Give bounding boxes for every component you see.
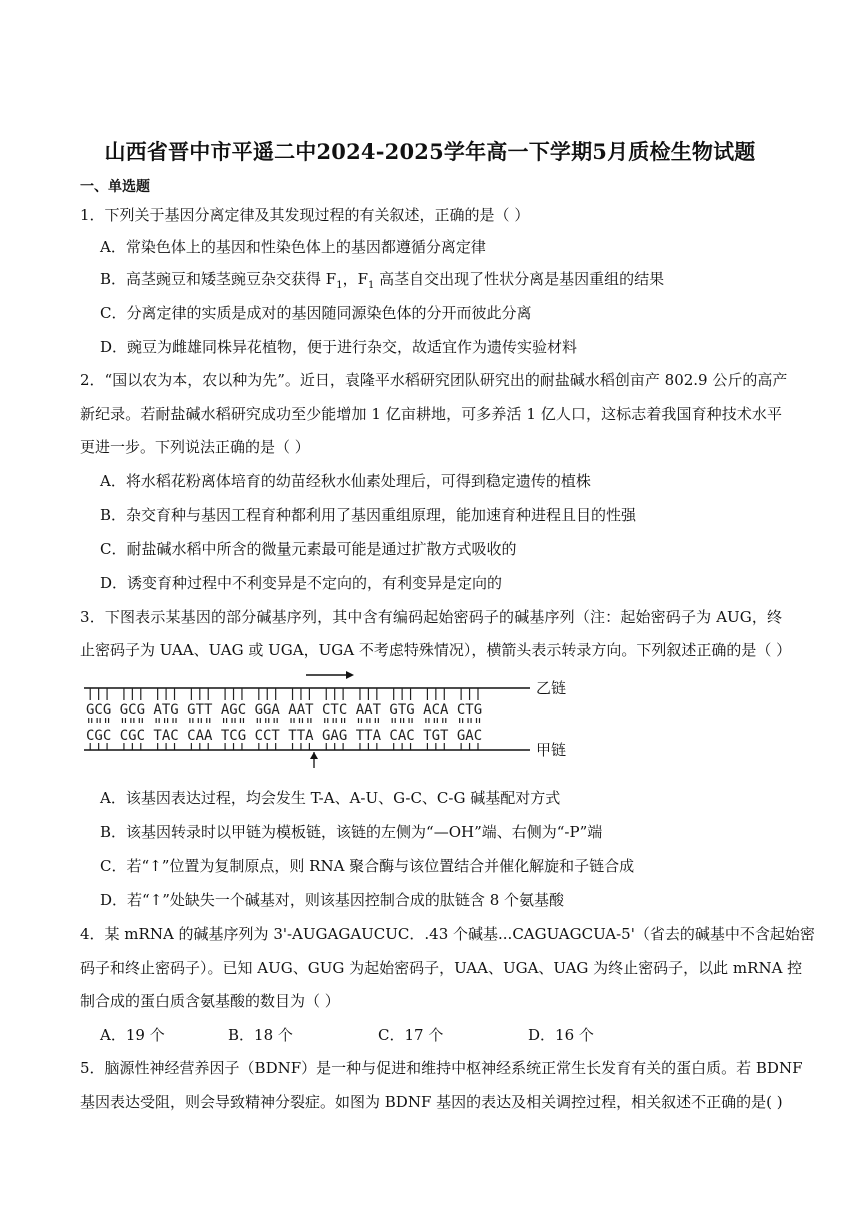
q2-stem-line1: 2．“国以农为本，农以种为先”。近日，袁隆平水稻研究团队研究出的耐盐碱水稻创亩产 802.9 公斤的高产 <box>80 371 788 389</box>
transcription-arrow-icon <box>306 671 354 679</box>
q2-stem-line3: 更进一步。下列说法正确的是（ ） <box>80 438 310 456</box>
bottom-strand-ticks <box>90 743 478 750</box>
q2-option-a: A．将水稻花粉离体培育的幼苗经秋水仙素处理后，可得到稳定遗传的植株 <box>100 472 591 490</box>
page-title: 山西省晋中市平遥二中2024-2025学年高一下学期5月质检生物试题 <box>104 139 756 164</box>
q4-stem-line3: 制合成的蛋白质含氨基酸的数目为（ ） <box>80 992 340 1010</box>
q2-option-c: C．耐盐碱水稻中所含的微量元素最可能是通过扩散方式吸收的 <box>100 540 517 558</box>
top-strand-ticks <box>90 688 478 700</box>
base-pair-ticks <box>89 718 480 723</box>
q3-option-d: D．若“↑”处缺失一个碱基对，则该基因控制合成的肽链含 8 个氨基酸 <box>100 891 565 909</box>
q4-stem-line1: 4．某 mRNA 的碱基序列为 3'-AUGAGAUCUC．.43 个碱基...CAGUAGCUA-5'（省去的碱基中不含起始密 <box>80 925 815 943</box>
q3-option-c: C．若“↑”位置为复制原点，则 RNA 聚合酶与该位置结合并催化解旋和子链合成 <box>100 857 635 875</box>
q1-stem: 1．下列关于基因分离定律及其发现过程的有关叙述，正确的是（ ） <box>80 206 530 224</box>
q1-option-d: D．豌豆为雌雄同株异花植物，便于进行杂交，故适宜作为遗传实验材料 <box>100 338 578 356</box>
q5-stem-line1: 5．脑源性神经营养因子（BDNF）是一种与促进和维持中枢神经系统正常生长发育有关的蛋白质。若 BDNF <box>80 1059 803 1077</box>
q4-option-d: D．16 个 <box>528 1026 594 1044</box>
section-heading: 一、单选题 <box>80 179 150 195</box>
q5-stem-line2: 基因表达受阻，则会导致精神分裂症。如图为 BDNF 基因的表达及相关调控过程，相关叙述不正确的是( ) <box>80 1093 783 1111</box>
top-sequence: GCG GCG ATG GTT AGC GGA AAT CTC AAT GTG ACA CTG <box>86 702 483 718</box>
strand-label-jia: 甲链 <box>536 741 567 759</box>
q3-option-b: B．该基因转录时以甲链为模板链，该链的左侧为“—OH”端、右侧为“-P”端 <box>100 823 603 841</box>
dna-sequence-figure <box>84 668 584 768</box>
strand-label-yi: 乙链 <box>536 679 567 697</box>
q3-stem-line1: 3．下图表示某基因的部分碱基序列，其中含有编码起始密码子的碱基序列（注：起始密码子为 AUG，终 <box>80 608 782 626</box>
bottom-sequence: CGC CGC TAC CAA TCG CCT TTA GAG TTA CAC TGT GAC <box>86 728 483 744</box>
q2-stem-line2: 新纪录。若耐盐碱水稻研究成功至少能增加 1 亿亩耕地，可多养活 1 亿人口，这标志着我国育种技术水平 <box>80 405 782 423</box>
q1-option-a: A．常染色体上的基因和性染色体上的基因都遵循分离定律 <box>100 238 486 256</box>
q2-option-b: B．杂交育种与基因工程育种都利用了基因重组原理，能加速育种进程且目的性强 <box>100 506 637 524</box>
q1-option-b: B．高茎豌豆和矮茎豌豆杂交获得 $F_1$，$F_1$ 高茎自交出现了性状分离是基因重组的结果 <box>100 270 665 291</box>
up-arrow-marker-icon <box>310 752 318 768</box>
q4-option-c: C．17 个 <box>378 1026 444 1044</box>
q4-option-b: B．18 个 <box>228 1026 293 1044</box>
q1-option-c: C．分离定律的实质是成对的基因随同源染色体的分开而彼此分离 <box>100 304 532 322</box>
q4-option-a: A．19 个 <box>100 1026 165 1044</box>
q3-stem-line2: 止密码子为 UAA、UAG 或 UGA，UGA 不考虑特殊情况），横箭头表示转录方向。下列叙述正确的是（ ） <box>80 641 792 659</box>
q4-stem-line2: 码子和终止密码子）。已知 AUG、GUG 为起始密码子，UAA、UGA、UAG 为终止密码子，以此 mRNA 控 <box>80 959 803 977</box>
q2-option-d: D．诱变育种过程中不利变异是不定向的，有利变异是定向的 <box>100 574 503 592</box>
q3-option-a: A．该基因表达过程，均会发生 T-A、A-U、G-C、C-G 碱基配对方式 <box>100 789 561 807</box>
